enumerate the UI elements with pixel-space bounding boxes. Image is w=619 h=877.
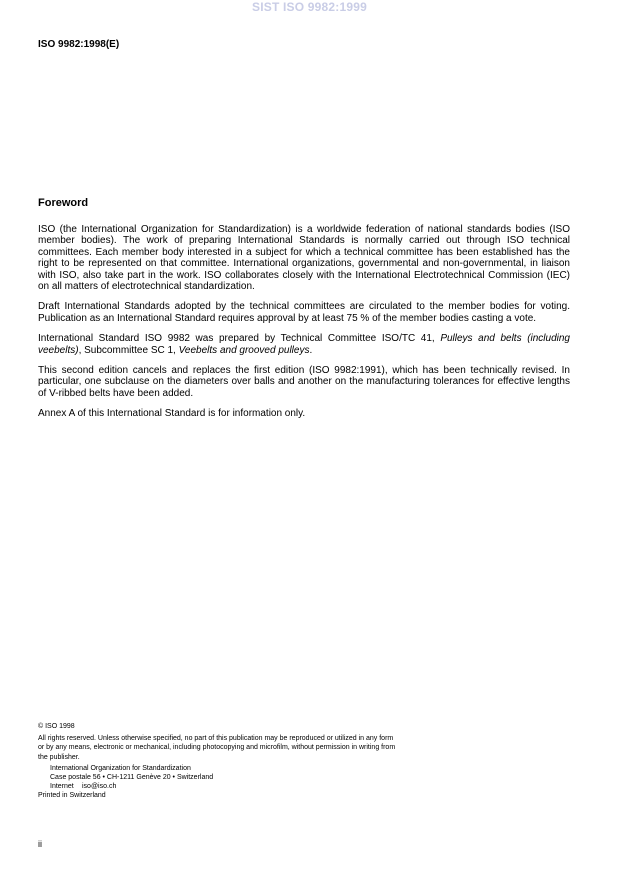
paragraph-2: Draft International Standards adopted by the technical committees are circulated to the member bodies for voting. Publication as an International Standard requires approval by at least 75 % of the member bodies casting a vote.	[38, 301, 570, 324]
printed-in: Printed in Switzerland	[38, 792, 106, 800]
paragraph-1: ISO (the International Organization for Standardization) is a worldwide federation of national standards bodies (ISO member bodies). The work of preparing International Standards is normally carried out through ISO technical committees. Each member body interested in a subject for which a technical committee has been established has the right to be represented on that committee. International organizations, governmental and non-governmental, in liaison with ISO, also take part in the work. ISO collaborates closely with the International Electrotechnical Commission (IEC) on all matters of electrotechnical standardization.	[38, 224, 570, 293]
internet-line	[50, 782, 398, 791]
p3-text-3: .	[309, 344, 313, 356]
watermark: SIST ISO 9982:1999	[252, 0, 367, 14]
p3-italic-title-2: Veebelts and grooved pulleys	[178, 344, 310, 356]
copyright-block	[38, 722, 398, 801]
foreword-body	[38, 224, 570, 429]
paragraph-4: This second edition cancels and replaces the first edition (ISO 9982:1991), which has been technically revised. In particular, one subclause on the diameters over balls and another on the manufacturing tolerances for effective lengths of V-ribbed belts have been added.	[38, 365, 570, 399]
postal-address: Case postale 56 • CH-1211 Genève 20 • Switzerland	[50, 774, 214, 782]
paragraph-3	[38, 333, 570, 356]
p3-italic-title-1: Pulleys and belts (including veebelts)	[38, 333, 570, 356]
internet-email: iso@iso.ch	[82, 783, 117, 791]
rights-notice: All rights reserved. Unless otherwise specified, no part of this publication may be reproduced or utilized in any form or by any means, electronic or mechanical, including photocopying and microfilm, without permission in writing from the publisher.	[38, 735, 396, 761]
internet-label: Internet	[50, 783, 74, 791]
publisher-address	[38, 764, 398, 792]
copyright-line: © ISO 1998	[38, 723, 75, 730]
page-number: ii	[38, 839, 42, 849]
section-heading: Foreword	[38, 197, 89, 209]
org-name: International Organization for Standardization	[50, 764, 191, 772]
p3-text-2: , Subcommittee SC 1,	[78, 344, 179, 356]
p3-text-1: International Standard ISO 9982 was prepared by Technical Committee ISO/TC 41,	[38, 333, 441, 345]
document-id: ISO 9982:1998(E)	[38, 39, 120, 50]
paragraph-5: Annex A of this International Standard is for information only.	[38, 408, 306, 420]
